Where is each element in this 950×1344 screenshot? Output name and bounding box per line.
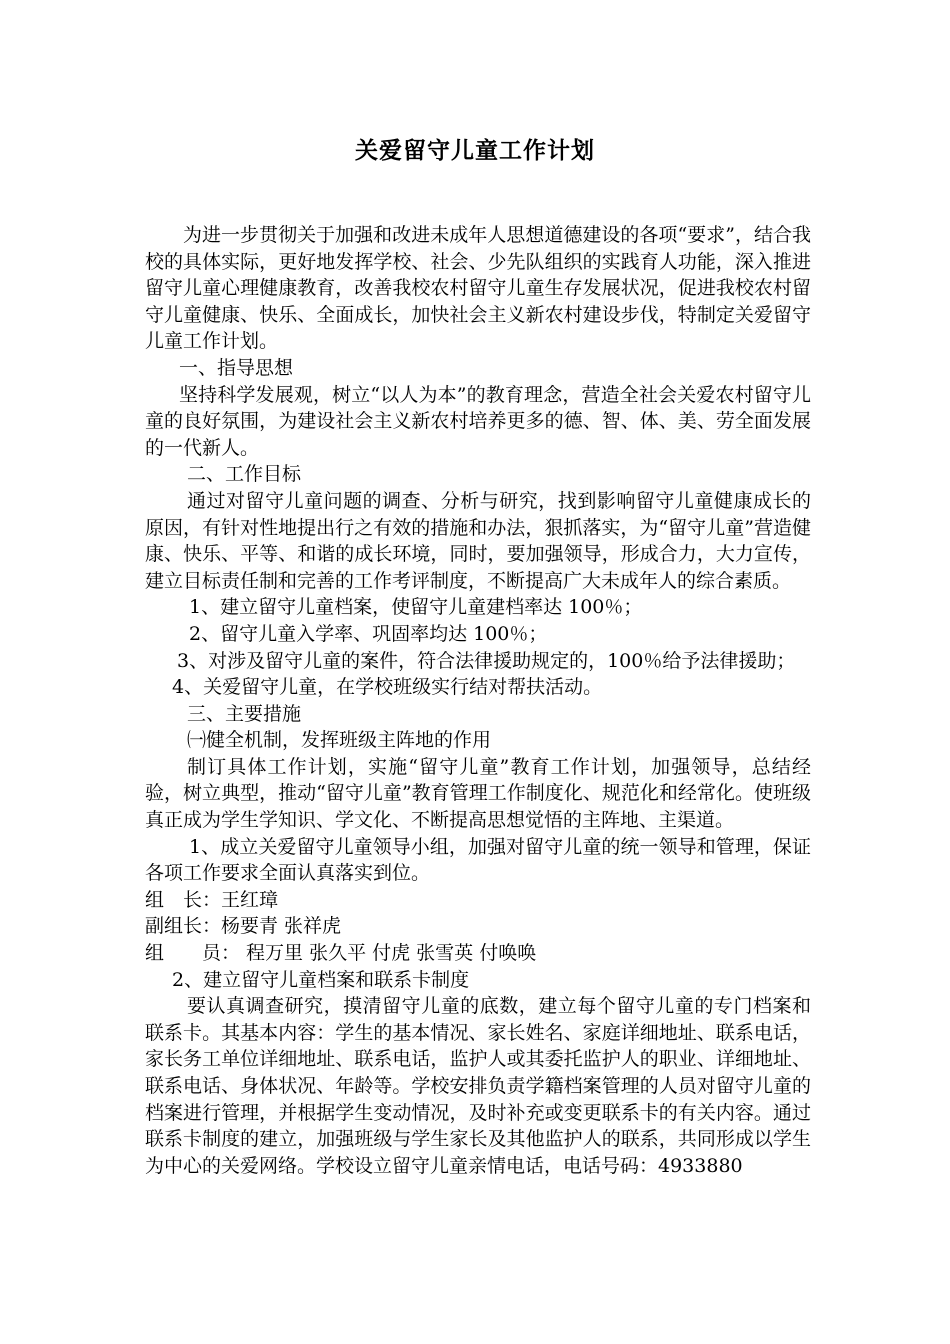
guiding-ideology-paragraph: 坚持科学发展观，树立“以人为本”的教育理念，营造全社会关爱农村留守儿童的良好氛围，为建设社会主义新农村培养更多的德、智、体、美、劳全面发展的一代新人。: [145, 383, 811, 459]
leading-group-paragraph: 1、成立关爱留守儿童领导小组，加强对留守儿童的统一领导和管理，保证各项工作要求全面认真落实到位。: [145, 835, 811, 885]
goal-item-1: 1、建立留守儿童档案，使留守儿童建档率达 100％；: [189, 596, 643, 619]
deputy-leader-line: 副组长：杨要青 张祥虎: [145, 915, 342, 938]
group-leader-line: 组 长：王红璋: [145, 888, 279, 911]
measure-paragraph-1: 制订具体工作计划，实施“留守儿童”教育工作计划，加强领导，总结经验，树立典型，推动“留守儿童”教育管理工作制度化、规范化和经常化。使班级真正成为学生学知识、学文化、不断提高思想觉悟的主阵地、主渠道。: [145, 755, 811, 832]
section-heading-work-goals: 二、工作目标: [187, 463, 302, 486]
section-heading-guiding-ideology: 一、指导思想: [179, 356, 294, 379]
archive-system-heading: 2、建立留守儿童档案和联系卡制度: [172, 968, 470, 991]
intro-paragraph: 为进一步贯彻关于加强和改进未成年人思想道德建设的各项“要求”，结合我校的具体实际，更好地发挥学校、社会、少先队组织的实践育人功能，深入推进留守儿童心理健康教育，改善我校农村留守儿童生存发展状况，促进我校农村留守儿童健康、快乐、全面成长，加快社会主义新农村建设步伐，特制定关爱留守儿童工作计划。: [145, 224, 811, 353]
document-body: [145, 222, 811, 1179]
group-members-line: 组 员： 程万里 张久平 付虎 张雪英 付唤唤: [145, 942, 537, 965]
section-heading-main-measures: 三、主要措施: [187, 702, 302, 725]
measure-heading-1: ㈠健全机制，发挥班级主阵地的作用: [187, 729, 492, 752]
archive-system-paragraph: 要认真调查研究，摸清留守儿童的底数，建立每个留守儿童的专门档案和联系卡。其基本内容：学生的基本情况、家长姓名、家庭详细地址、联系电话，家长务工单位详细地址、联系电话，监护人或其委托监护人的职业、详细地址、联系电话、身体状况、年龄等。学校安排负责学籍档案管理的人员对留守儿童的档案进行管理，并根据学生变动情况，及时补充或变更联系卡的有关内容。通过联系卡制度的建立，加强班级与学生家长及其他监护人的联系，共同形成以学生为中心的关爱网络。学校设立留守儿童亲情电话，电话号码：4933880: [145, 995, 811, 1177]
goal-item-3: 3、对涉及留守儿童的案件，符合法律援助规定的，100％给予法律援助；: [177, 649, 796, 672]
work-goals-paragraph: 通过对留守儿童问题的调查、分析与研究，找到影响留守儿童健康成长的原因，有针对性地提出行之有效的措施和办法，狠抓落实，为“留守儿童”营造健康、快乐、平等、和谐的成长环境，同时，要加强领导，形成合力，大力宣传，建立目标责任制和完善的工作考评制度，不断提高广大未成年人的综合素质。: [145, 489, 811, 592]
document-title: 关爱留守儿童工作计划: [355, 138, 595, 164]
goal-item-2: 2、留守儿童入学率、巩固率均达 100％；: [189, 622, 548, 645]
goal-item-4: 4、关爱留守儿童，在学校班级实行结对帮扶活动。: [172, 676, 603, 699]
